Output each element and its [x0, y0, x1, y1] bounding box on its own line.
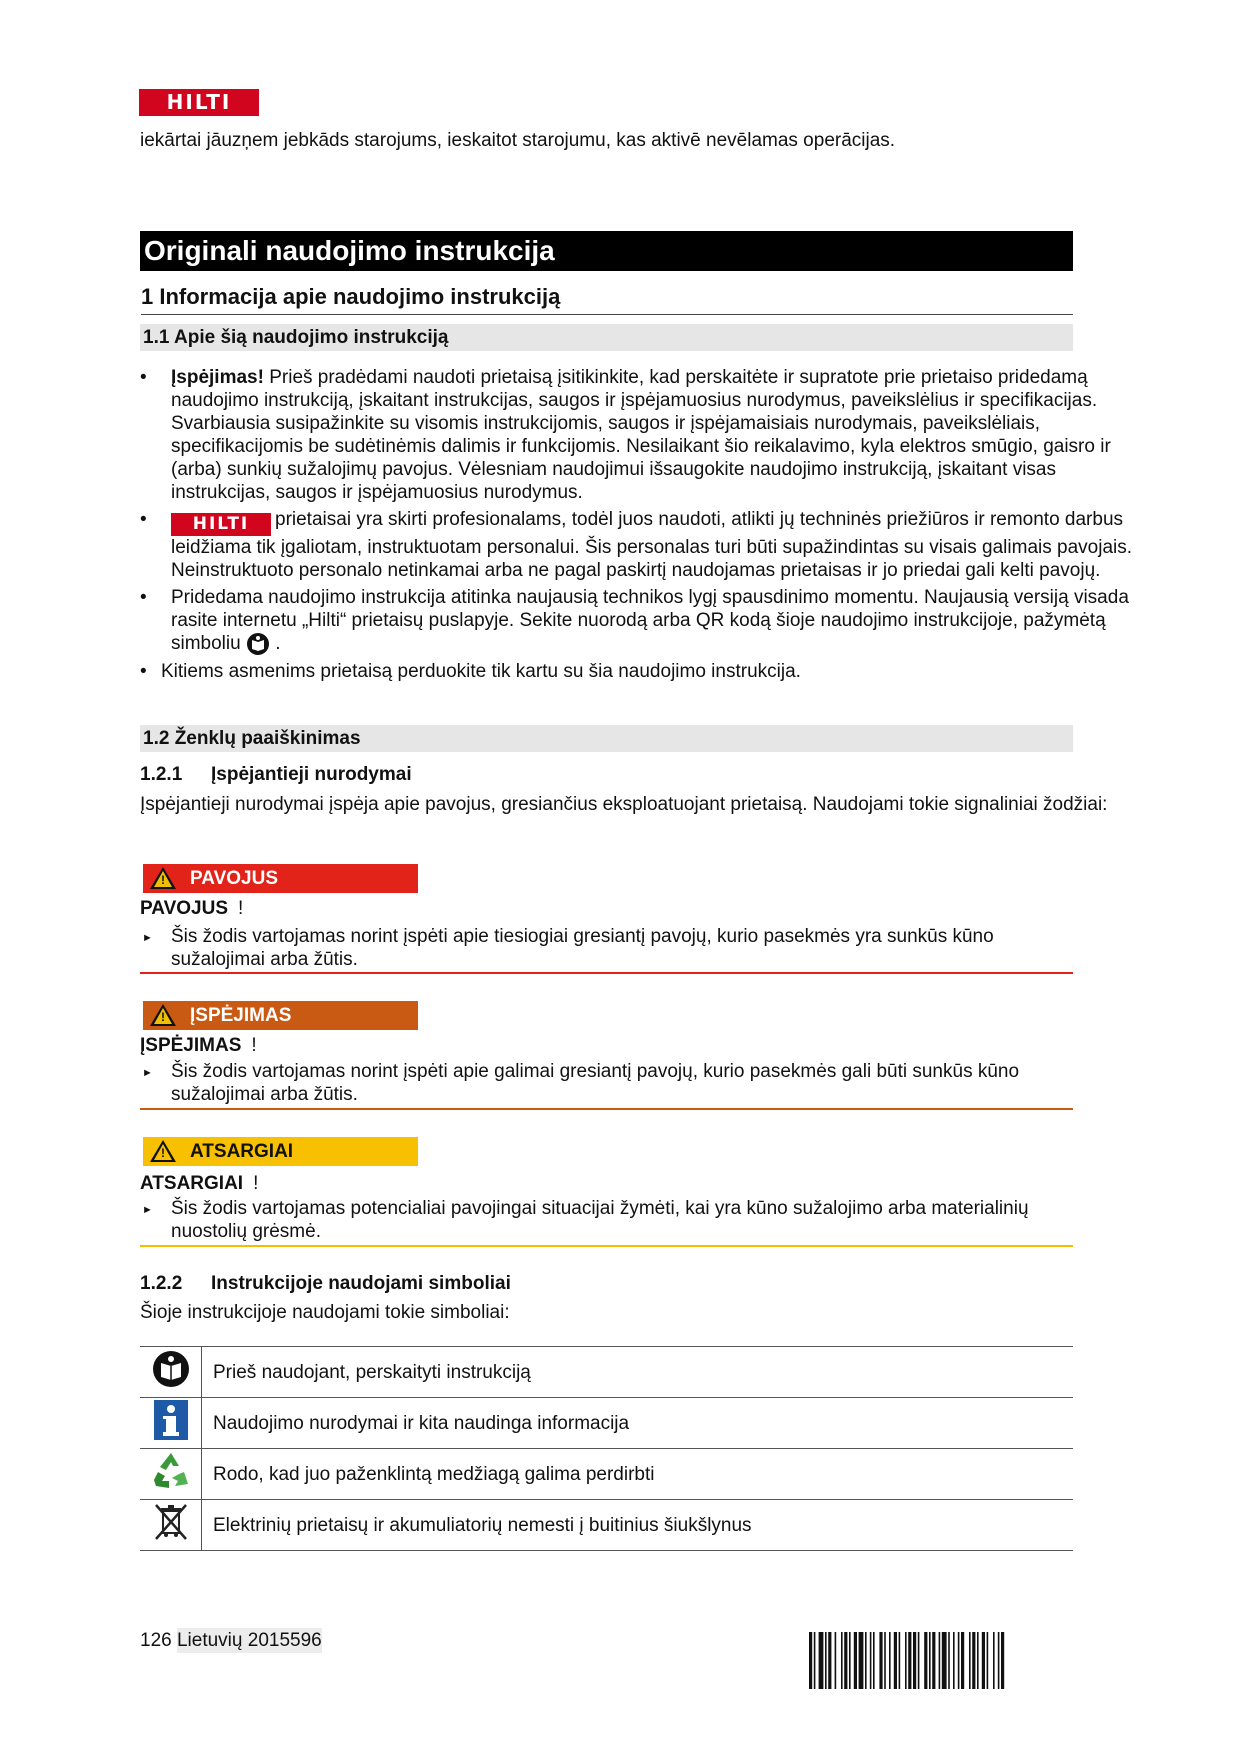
- section-1-2-1-heading: 1.2.1 Įspėjantieji nurodymai: [140, 764, 412, 785]
- page-title: Originali naudojimo instrukcija: [140, 231, 1073, 271]
- barcode-bar: [977, 1632, 979, 1689]
- list-item: • HILTI prietaisai yra skirti profesionalams, todėl juos naudoti, atlikti jų techninės priežiūros ir remonto darbus leidžiama tik įgaliotam, instruktuotam personalui. Šis personalas turi būti supažindintas su visais galimais pavojais. Neinstruktuoto personalo netinkamai arba ne pagal paskirtį naudojamas prietaisas ir jo priedai gali kelti pavojų.: [140, 509, 1133, 581]
- caution-description: ► Šis žodis vartojamas potencialiai pavojingai situacijai žymėti, kai yra kūno sužalojimo arba materialinių nuostolių grėsmė.: [142, 1198, 1029, 1242]
- barcode-bar: [828, 1632, 831, 1689]
- barcode-bar: [993, 1632, 995, 1689]
- warning-triangle-icon: !: [150, 1004, 176, 1026]
- symbol-description: Prieš naudojant, perskaityti instrukciją: [202, 1347, 1074, 1398]
- barcode-bar: [998, 1632, 1000, 1689]
- barcode-bar: [884, 1632, 886, 1689]
- barcode-bar: [854, 1632, 857, 1689]
- barcode-bar: [873, 1632, 875, 1689]
- symbols-intro-text: Šioje instrukcijoje naudojami tokie simboliai:: [140, 1302, 510, 1323]
- barcode-bar: [972, 1632, 975, 1689]
- barcode-bar: [908, 1632, 911, 1689]
- list-item: • Įspėjimas! Prieš pradėdami naudoti prietaisą įsitikinkite, kad perskaitėte ir supratote prie prietaiso pridedamą naudojimo instrukciją, įskaitant instrukcijas, saugos ir įspėjamuosius nurodymus, paveikslėlius ir specifikacijas. Svarbiausia susipažinkite su visomis instrukcijomis, saugos ir įspėjamaisiais nurodymais, paveikslėliais, specifikacijomis be sudėtinėmis dalimis ir funkcijomis. Nesilaikant šio reikalavimo, kyla elektros smūgio, gaisro ir (arba) sunkių sužalojimų pavojus. Vėlesniam naudojimui išsaugokite naudojimo instrukciją, įskaitant visas instrukcijas, saugos ir įspėjamuosius nurodymus.: [140, 367, 1111, 503]
- arrow-bullet-icon: ►: [142, 1067, 153, 1079]
- barcode-bar: [841, 1632, 843, 1689]
- hilti-logo: [139, 89, 259, 116]
- bullet-list: [140, 366, 1150, 687]
- doc-number: 2015596: [247, 1630, 322, 1651]
- language-label: Lietuvių: [176, 1630, 243, 1651]
- barcode-bar: [982, 1632, 985, 1689]
- barcode-bar: [942, 1632, 947, 1689]
- warning-triangle-icon: !: [150, 1140, 176, 1162]
- barcode-bar: [865, 1632, 867, 1689]
- barcode-bar: [889, 1632, 891, 1689]
- section-1-1-heading: 1.1 Apie šią naudojimo instrukciją: [140, 324, 1073, 351]
- symbol-description: Naudojimo nurodymai ir kita naudinga informacija: [202, 1398, 1074, 1449]
- arrow-bullet-icon: ►: [142, 932, 153, 944]
- section-1-heading: 1 Informacija apie naudojimo instrukciją: [141, 283, 1073, 315]
- arrow-bullet-icon: ►: [142, 1204, 153, 1216]
- barcode-bar: [924, 1632, 927, 1689]
- symbols-table: [140, 1346, 1073, 1551]
- barcode-bar: [809, 1632, 812, 1689]
- warning-label: Įspėjimas!: [171, 367, 264, 388]
- table-row: [140, 1500, 1073, 1551]
- barcode-bar: [958, 1632, 960, 1689]
- symbol-description: Rodo, kad juo paženklintą medžiagą galima perdirbti: [202, 1449, 1074, 1500]
- warning-rule: [140, 1108, 1073, 1110]
- weee-bin-icon: [151, 1501, 191, 1543]
- barcode-bar: [894, 1632, 897, 1689]
- table-row: [140, 1398, 1073, 1449]
- hilti-logo-inline: HILTI: [171, 513, 271, 536]
- danger-label: PAVOJUS !: [140, 898, 244, 919]
- bullet-text: Pridedama naudojimo instrukcija atitinka naujausią technikos lygį spausdinimo momentu. Naujausią versiją visada rasite internetu „Hilti“ prietaisų puslapyje. Sekite nuorodą arba QR kodą šioje naudojimo instrukcijoje, pažymėtą simboliu: [171, 587, 1129, 655]
- caution-label: ATSARGIAI !: [140, 1173, 259, 1194]
- barcode-bar: [835, 1632, 837, 1689]
- bullet-text: Prieš pradėdami naudoti prietaisą įsitikinkite, kad perskaitėte ir supratote prie prietaiso pridedamą naudojimo instrukciją, įskaitant instrukcijas, saugos ir įspėjamuosius nurodymus, paveikslėlius ir specifikacijas. Svarbiausia susipažinkite su visomis instrukcijomis, saugos ir įspėjamaisiais nurodymais, paveikslėliais, specifikacijomis be sudėtinėmis dalimis ir funkcijomis. Nesilaikant šio reikalavimo, kyla elektros smūgio, gaisro ir (arba) sunkių sužalojimų pavojus. Vėlesniam naudojimui išsaugokite naudojimo instrukciją, įskaitant visas instrukcijas, saugos ir įspėjamuosius nurodymus.: [171, 367, 1111, 503]
- caution-rule: [140, 1245, 1073, 1247]
- read-manual-icon: [246, 632, 270, 656]
- logo-text: HILTI: [166, 90, 232, 114]
- section-1-2-heading: 1.2 Ženklų paaiškinimas: [140, 725, 1073, 752]
- info-icon: [151, 1399, 191, 1441]
- barcode-bar: [879, 1632, 882, 1689]
- barcode-bar: [961, 1632, 964, 1689]
- barcode-bar: [905, 1632, 907, 1689]
- barcode-bar: [918, 1632, 920, 1689]
- read-manual-icon: [151, 1349, 191, 1389]
- section-1-2-2-heading: 1.2.2 Instrukcijoje naudojami simboliai: [140, 1273, 511, 1294]
- barcode-bar: [929, 1632, 931, 1689]
- warning-description: ► Šis žodis vartojamas norint įspėti apie galimai gresiantį pavojų, kurio pasekmės gali būti sunkūs kūno sužalojimai arba žūtis.: [142, 1061, 1020, 1105]
- warning-label: ĮSPĖJIMAS !: [140, 1035, 257, 1056]
- intro-line: iekārtai jāuzņem jebkāds starojums, ieskaitot starojumu, kas aktivē nevēlamas operācijas.: [140, 130, 896, 151]
- danger-rule: [140, 972, 1073, 974]
- barcode-bar: [969, 1632, 971, 1689]
- barcode-bar: [859, 1632, 864, 1689]
- barcode-bar: [899, 1632, 901, 1689]
- barcode-bar: [819, 1632, 824, 1689]
- warning-badge: ! ĮSPĖJIMAS: [143, 1001, 418, 1030]
- barcode-bar: [987, 1632, 989, 1689]
- warning-triangle-icon: !: [150, 867, 176, 889]
- barcode-bar: [939, 1632, 941, 1689]
- barcode-bar: [849, 1632, 851, 1689]
- barcode-bar: [844, 1632, 847, 1689]
- list-item: • Pridedama naudojimo instrukcija atitinka naujausią technikos lygį spausdinimo momentu. Naujausią versiją visada rasite internetu „Hilti“ prietaisų puslapyje. Sekite nuorodą arba QR kodą šioje naudojimo instrukcijoje, pažymėtą simboliu .: [140, 587, 1129, 655]
- table-row: [140, 1347, 1073, 1398]
- table-row: [140, 1449, 1073, 1500]
- barcode-bar: [948, 1632, 950, 1689]
- barcode-bar: [825, 1632, 827, 1689]
- bullet-text: Kitiems asmenims prietaisą perduokite tik kartu su šia naudojimo instrukcija.: [161, 661, 801, 682]
- symbol-description: Elektrinių prietaisų ir akumuliatorių nemesti į buitinius šiukšlynus: [202, 1500, 1074, 1551]
- barcode-bar: [913, 1632, 916, 1689]
- list-item: • Kitiems asmenims prietaisą perduokite tik kartu su šia naudojimo instrukcija.: [140, 661, 801, 682]
- barcode-bar: [814, 1632, 816, 1689]
- danger-description: ► Šis žodis vartojamas norint įspėti apie tiesiogiai gresiantį pavojų, kurio pasekmės yra sunkūs kūno sužalojimai arba žūtis.: [142, 926, 994, 970]
- barcode-bar: [932, 1632, 935, 1689]
- warning-intro-text: Įspėjantieji nurodymai įspėja apie pavojus, gresiančius eksploatuojant prietaisą. Naudojami tokie signaliniai žodžiai:: [140, 794, 1108, 815]
- page-footer: [140, 1629, 322, 1652]
- barcode-bar: [1001, 1632, 1004, 1689]
- barcode-bar: [870, 1632, 872, 1689]
- danger-badge: ! PAVOJUS: [143, 864, 418, 893]
- barcode-bar: [953, 1632, 955, 1689]
- page-number: 126: [140, 1630, 172, 1651]
- barcode-image: [809, 1632, 1074, 1689]
- bullet-text: prietaisai yra skirti profesionalams, todėl juos naudoti, atlikti jų techninės priežiūros ir remonto darbus leidžiama tik įgaliotam, instruktuotam personalui. Šis personalas turi būti supažindintas su visais galimais pavojais. Neinstruktuoto personalo netinkamai arba ne pagal paskirtį naudojamas prietaisas ir jo priedai gali kelti pavojų.: [171, 509, 1133, 581]
- recycle-icon: [150, 1450, 192, 1492]
- caution-badge: ! ATSARGIAI: [143, 1137, 418, 1166]
